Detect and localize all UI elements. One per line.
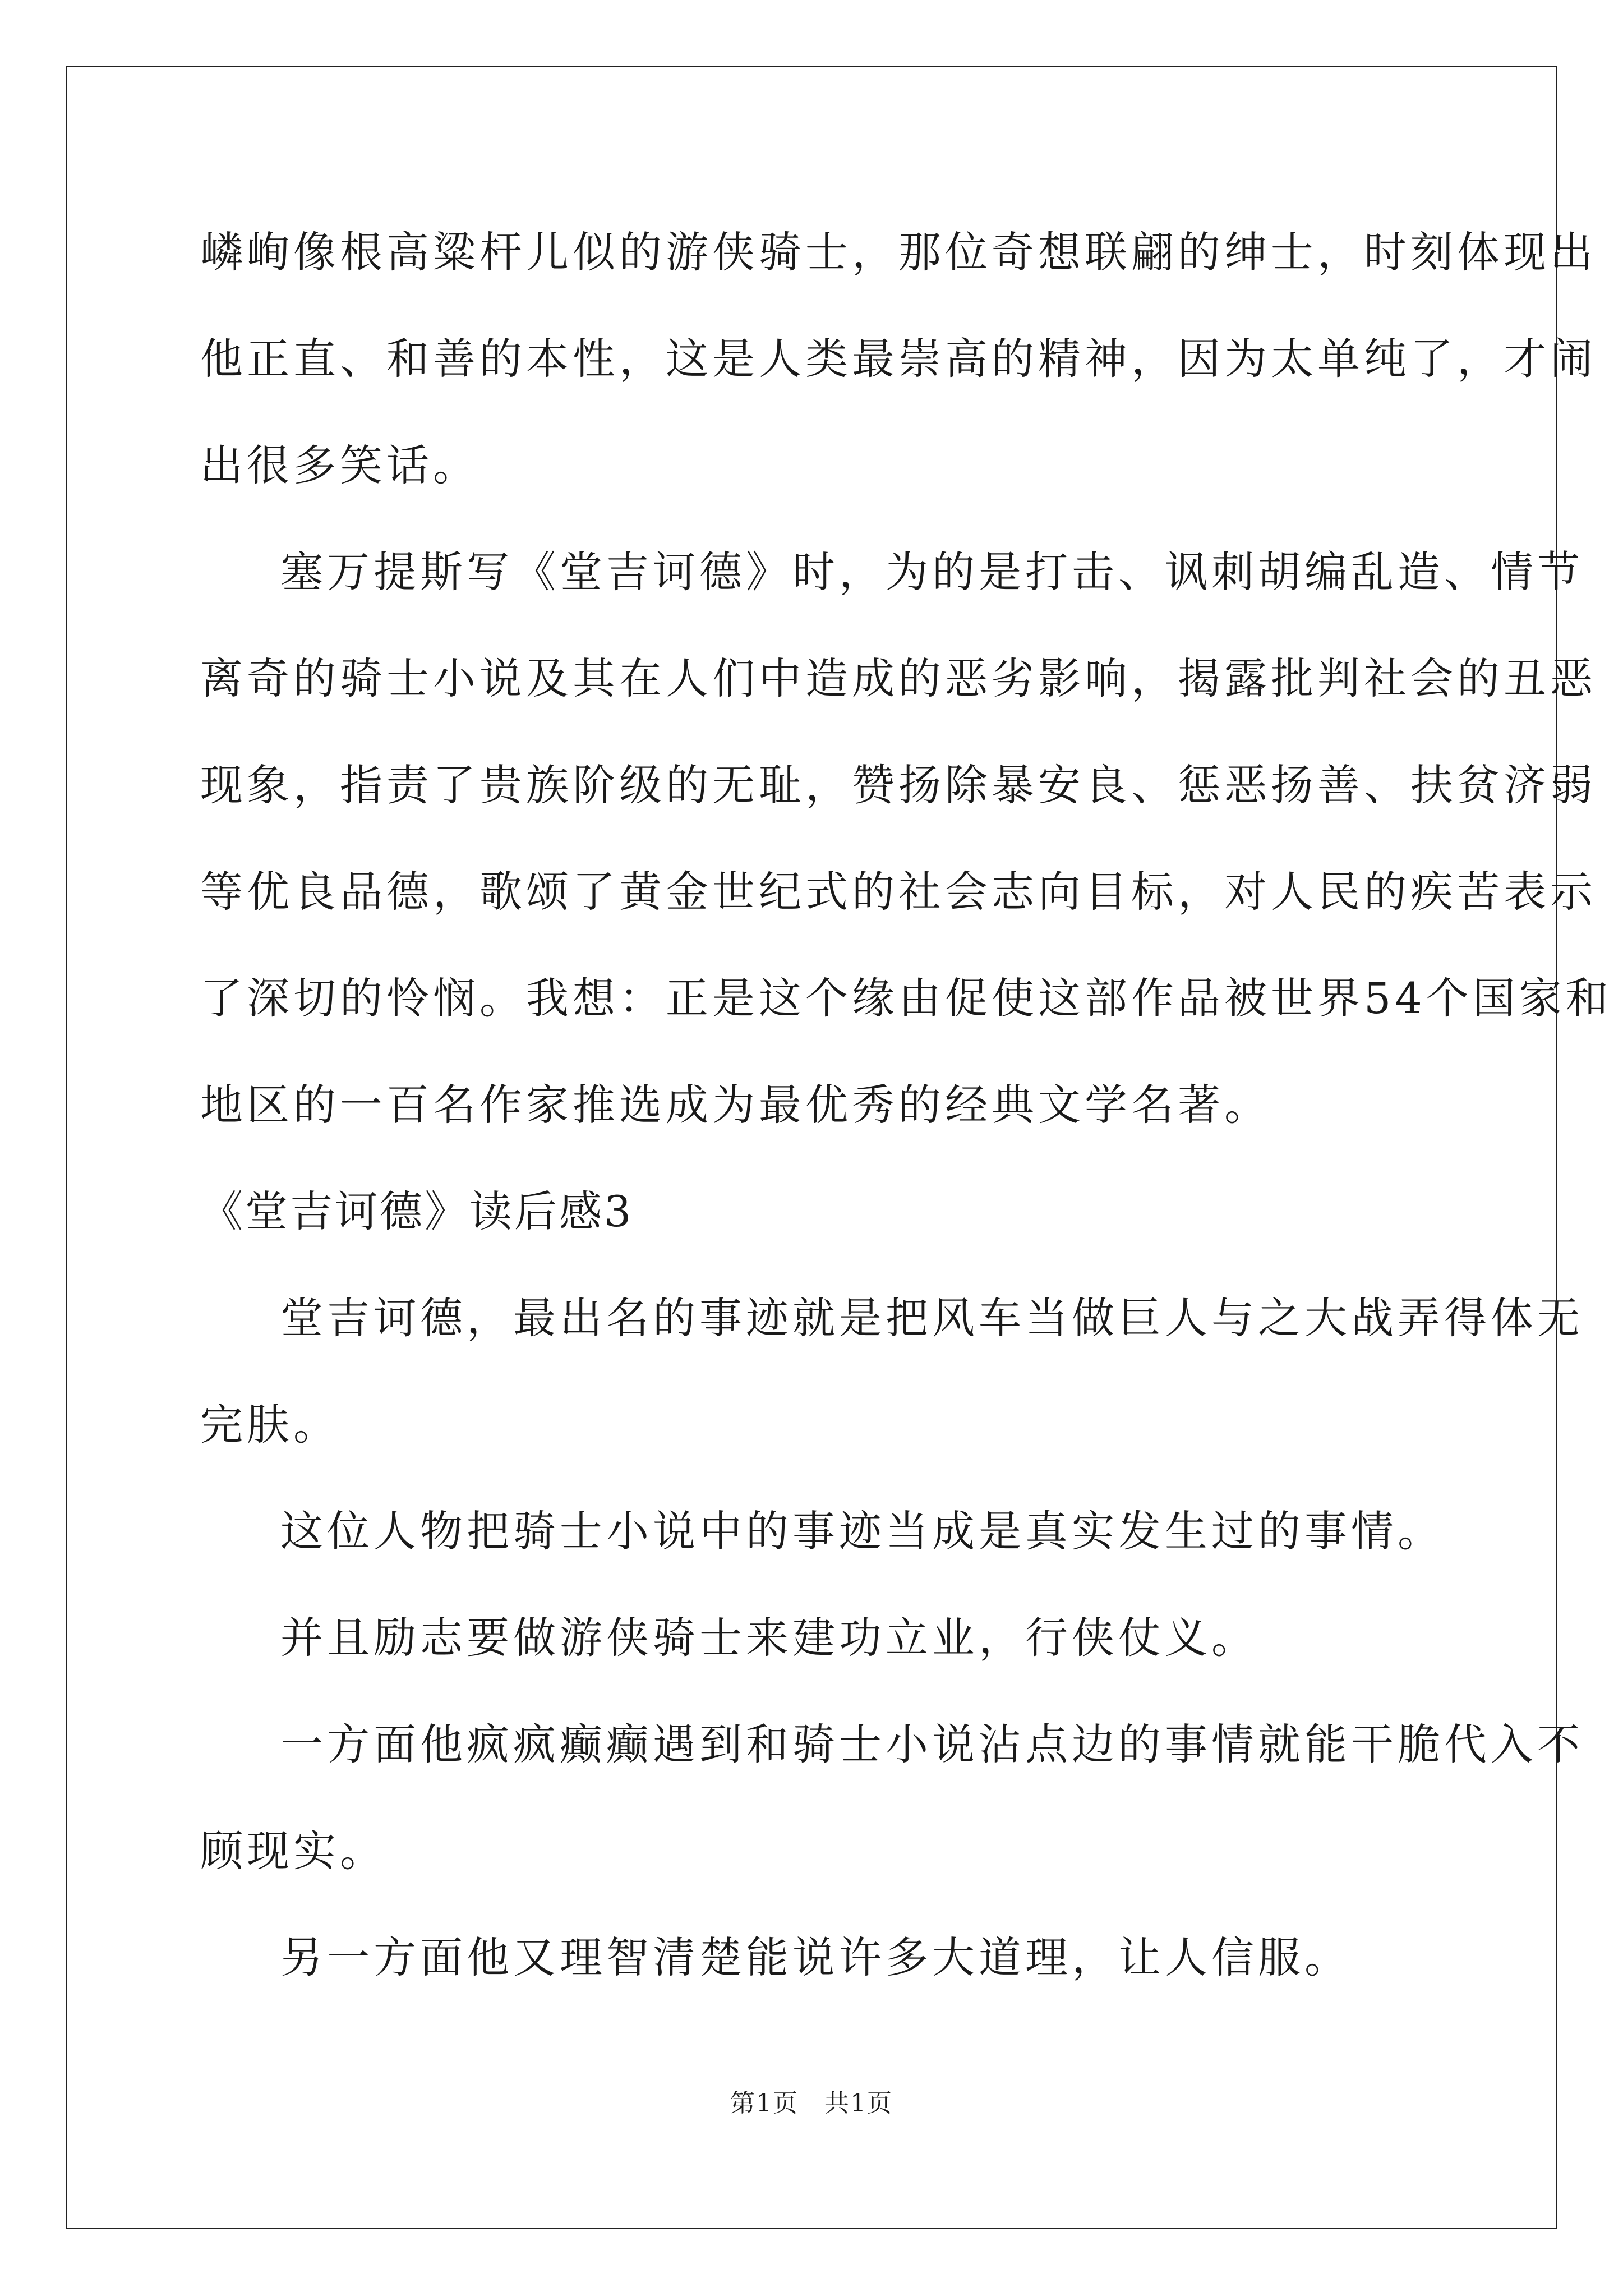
- body-line: 一方面他疯疯癫癫遇到和骑士小说沾点边的事情就能干脆代入不: [280, 1719, 1584, 1769]
- body-line: 了深切的怜悯。我想：正是这个缘由促使这部作品被世界54个国家和: [200, 973, 1612, 1023]
- body-line: 嶙峋像根高粱杆儿似的游侠骑士，那位奇想联翩的绅士，时刻体现出: [200, 227, 1597, 277]
- page-frame: [66, 66, 1557, 2229]
- page-number: 第1页 共1页: [730, 2089, 893, 2118]
- body-line: 离奇的骑士小说及其在人们中造成的恶劣影响，揭露批判社会的丑恶: [200, 654, 1597, 703]
- body-line: 现象，指责了贵族阶级的无耻，赞扬除暴安良、惩恶扬善、扶贫济弱: [200, 760, 1597, 810]
- body-line: 完肤。: [200, 1400, 340, 1450]
- body-line: 并且励志要做游侠骑士来建功立业，行侠仗义。: [280, 1613, 1258, 1663]
- body-line: 他正直、和善的本性，这是人类最崇高的精神，因为太单纯了，才闹: [200, 334, 1597, 384]
- body-line: 堂吉诃德，最出名的事迹就是把风车当做巨人与之大战弄得体无: [280, 1293, 1584, 1343]
- body-line: 出很多笑话。: [200, 440, 479, 490]
- body-line: 顾现实。: [200, 1826, 386, 1876]
- body-line: 等优良品德，歌颂了黄金世纪式的社会志向目标，对人民的疾苦表示: [200, 867, 1597, 917]
- body-line: 另一方面他又理智清楚能说许多大道理，让人信服。: [280, 1932, 1351, 1982]
- body-line: 塞万提斯写《堂吉诃德》时，为的是打击、讽刺胡编乱造、情节: [280, 547, 1584, 597]
- body-line: 这位人物把骑士小说中的事迹当成是真实发生过的事情。: [280, 1506, 1444, 1556]
- section-heading: 《堂吉诃德》读后感3: [200, 1186, 634, 1236]
- body-line: 地区的一百名作家推选成为最优秀的经典文学名著。: [200, 1080, 1271, 1130]
